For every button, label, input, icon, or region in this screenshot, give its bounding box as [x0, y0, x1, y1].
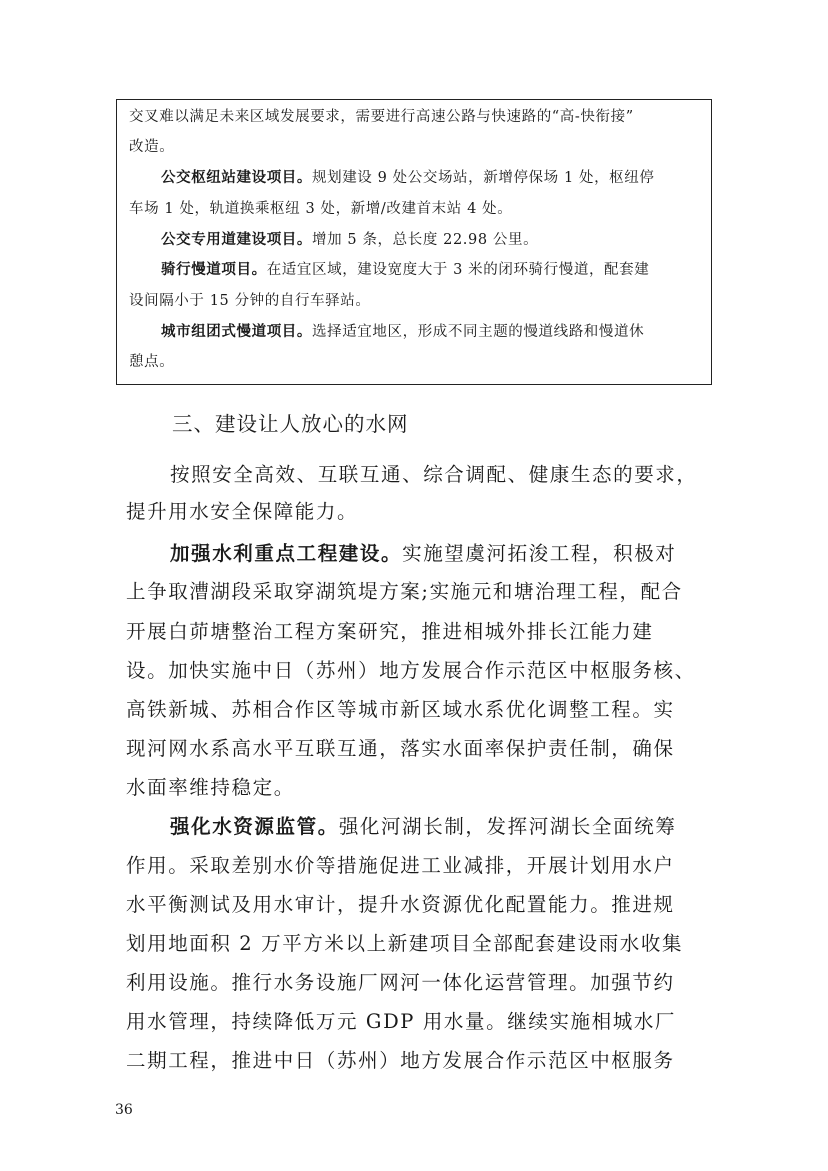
- paragraph-line: 用水管理，持续降低万元 GDP 用水量。继续实施相城水厂: [126, 1010, 677, 1033]
- box-line-text: 选择适宜地区，形成不同主题的慢道线路和慢道休: [312, 324, 645, 340]
- paragraph-line: 作用。采取差别水价等措施促进工业减排，开展计划用水户: [126, 854, 675, 877]
- box-line: [161, 230, 538, 250]
- page-number: 36: [115, 1102, 133, 1118]
- paragraph-line: 高铁新城、苏相合作区等城市新区域水系优化调整工程。实: [126, 698, 675, 721]
- box-line: 改造。: [129, 139, 175, 155]
- paragraph-text: 强化河湖长制，发挥河湖长全面统筹: [338, 815, 677, 838]
- box-line-text: 规划建设 9 处公交场站，新增停保场 1 处，枢纽停: [312, 170, 655, 186]
- box-line: 交叉难以满足未来区域发展要求，需要进行高速公路与快速路的“高-快衔接”: [129, 109, 634, 125]
- project-heading: 骑行慢道项目。: [161, 261, 267, 278]
- paragraph-line: 划用地面积 2 万平方米以上新建项目全部配套建设雨水收集: [126, 932, 684, 955]
- paragraph-line: 按照安全高效、互联互通、综合调配、健康生态的要求，: [170, 463, 698, 486]
- section-title: 三、建设让人放心的水网: [172, 412, 409, 436]
- box-line-text: 在适宜区域，建设宽度大于 3 米的闭环骑行慢道，配套建: [266, 262, 650, 278]
- paragraph-line: 现河网水系高水平互联互通，落实水面率保护责任制，确保: [126, 737, 675, 760]
- paragraph-line: 二期工程，推进中日（苏州）地方发展合作示范区中枢服务: [126, 1049, 675, 1072]
- box-line: 憩点。: [129, 354, 175, 370]
- paragraph-line: 利用设施。推行水务设施厂网河一体化运营管理。加强节约: [126, 971, 675, 994]
- project-heading: 公交枢纽站建设项目。: [161, 169, 312, 186]
- paragraph-line: 开展白茆塘整治工程方案研究，推进相城外排长江能力建: [126, 620, 654, 643]
- paragraph-line: 水平衡测试及用水审计，提升水资源优化配置能力。推进规: [126, 893, 675, 916]
- paragraph-line: [170, 812, 676, 842]
- box-line: [161, 260, 649, 280]
- paragraph-line: 提升用水安全保障能力。: [126, 500, 359, 523]
- project-heading: 公交专用道建设项目。: [161, 231, 312, 248]
- paragraph-text: 实施望虞河拓浚工程，积极对: [402, 542, 677, 565]
- project-box: [116, 99, 712, 385]
- box-line: 设间隔小于 15 分钟的自行车驿站。: [129, 293, 371, 309]
- paragraph-line: 上争取漕湖段采取穿湖筑堤方案;实施元和塘治理工程，配合: [126, 580, 683, 603]
- paragraph-line: [170, 539, 676, 569]
- project-heading: 城市组团式慢道项目。: [161, 323, 312, 340]
- paragraph-heading: 强化水资源监管。: [170, 815, 339, 838]
- box-line-text: 增加 5 条，总长度 22.98 公里。: [312, 232, 539, 248]
- paragraph-line: 水面率维持稳定。: [126, 776, 295, 799]
- paragraph-heading: 加强水利重点工程建设。: [170, 542, 403, 565]
- box-line: [161, 322, 644, 342]
- box-line: 车场 1 处，轨道换乘枢纽 3 处，新增/改建首末站 4 处。: [129, 201, 513, 217]
- paragraph-line: 设。加快实施中日（苏州）地方发展合作示范区中枢服务核、: [126, 659, 696, 682]
- box-line: [161, 168, 655, 188]
